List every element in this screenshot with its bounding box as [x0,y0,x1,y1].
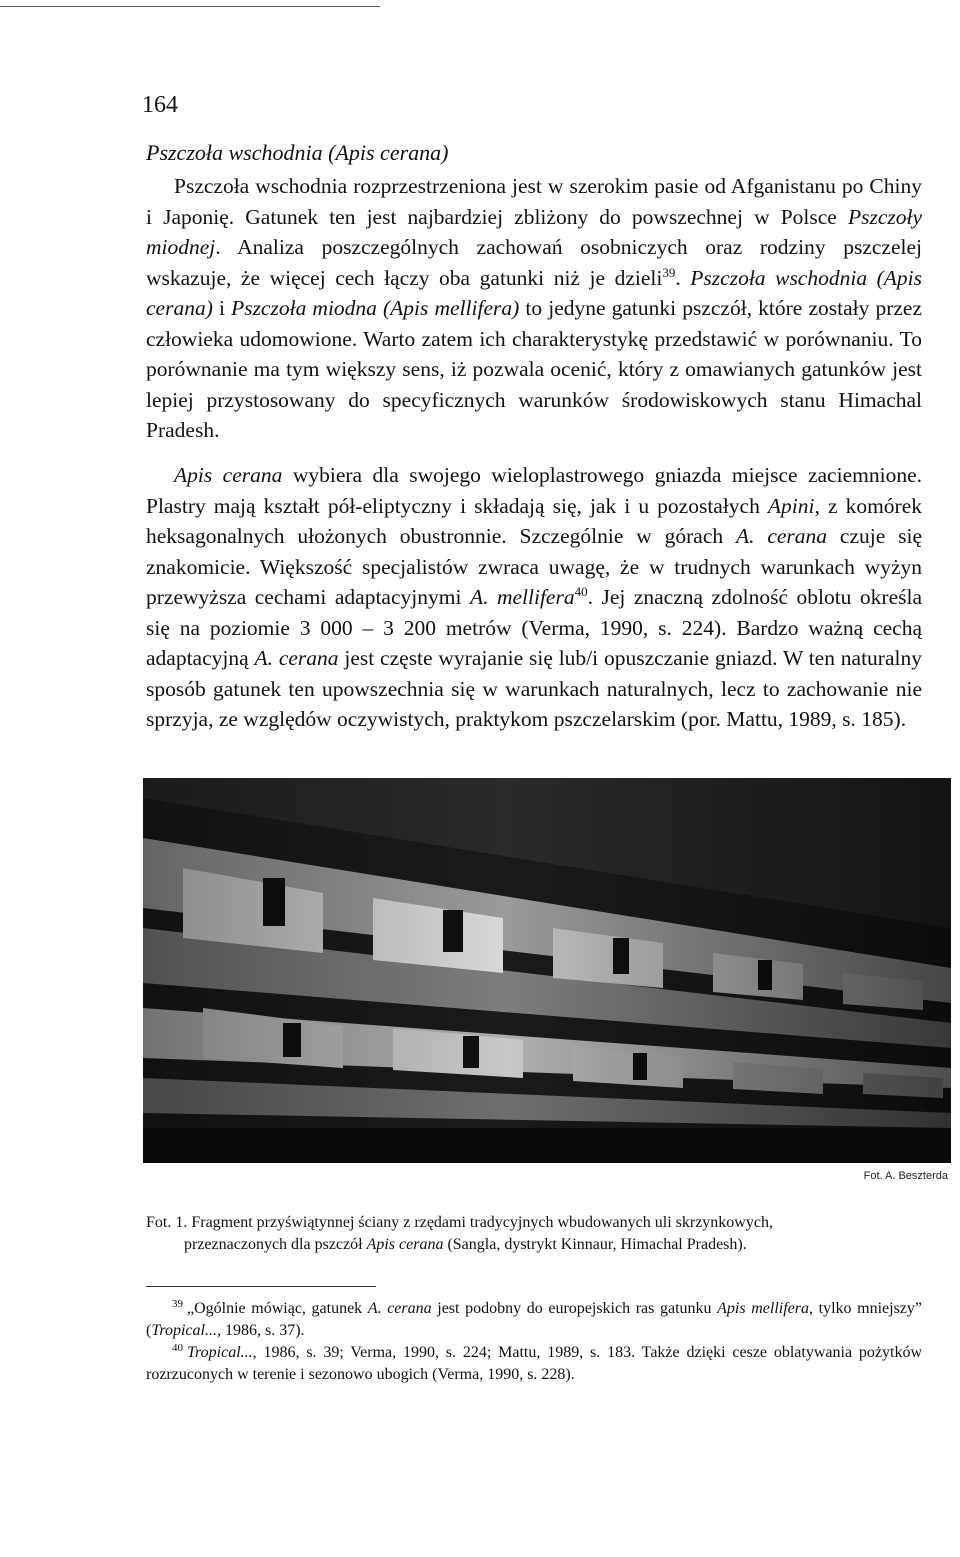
p1-text-3: . [675,265,691,290]
p1-text-4: i [212,296,232,320]
figure-caption [146,1212,926,1256]
section-title: Pszczoła wschodnia (Apis cerana) [146,140,449,165]
p2-text-2: , z komórek heksagonalnych ułożonych obustronnie. Szczególnie w górach [146,493,922,548]
fn39-italic-3: Tropical... [151,1322,217,1339]
paragraph-2 [146,460,922,735]
fn40-text-1: , 1986, s. 39; Verma, 1990, s. 224; Mattu, 1989, s. 183. Także dzięki cesze oblatywania pożytków rozrzuconych w terenie i sezonowo ubogich (Verma, 1990, s. 228). [146,1344,922,1383]
p1-italic-2: Pszczoła wschodnia (Apis cerana) [146,265,923,320]
fn39-text-3: , tylko mniejszy” ( [146,1300,922,1339]
fn40-italic-1: Tropical... [187,1344,253,1361]
footnote-39 [146,1298,922,1342]
footnote-ref-39[interactable]: 39 [662,264,676,280]
fn39-italic-1: A. cerana [367,1300,432,1317]
footnotes [146,1298,922,1386]
p2-text-1: wybiera dla swojego wieloplastrowego gniazda miejsce zaciemnione. Plastry mają kształt pół-eliptyczny i składają się, jak i u pozostałych [146,463,922,518]
p1-text-1: Pszczoła wschodnia rozprzestrzeniona jest w szerokim pasie od Afganistanu po Chiny i Japonię. Gatunek ten jest najbardziej zbliżony do powszechnej w Polsce [146,174,922,229]
p2-text-5: jest częste wyrajanie się lub/i opuszczanie gniazd. W ten naturalny sposób gatunek ten upowszechnia się w warunkach naturalnych, lecz to zachowanie nie sprzyja, ze względów oczywistych, praktykom pszczelarskim (por. Mattu, 1989, s. 185). [146,646,922,731]
caption-italic-1: Apis cerana [366,1236,444,1253]
footnote-number: 40 [172,1341,183,1354]
p2-text-4: . Jej znaczną zdolność oblotu określa się na poziomie 3 000 – 3 200 metrów (Verma, 1990, s. 224). Bardzo ważną cechą adaptacyjną [146,585,923,670]
photo-temple-wall-hives [143,778,951,1163]
photo-image [143,778,951,1163]
footnote-number: 39 [172,1297,183,1310]
footnote-divider [146,1286,376,1287]
p1-italic-1: Pszczoły miodnej [146,204,922,259]
p2-italic-3: A. cerana [735,524,828,548]
fn39-text-1: „Ogólnie mówiąc, gatunek [187,1300,368,1317]
p1-text-5: to jedyne gatunki pszczół, które zostały przez człowieka udomowione. Warto zatem ich charakterystykę przedstawić w porównaniu. To porównanie ma tym większy sens, iż pozwala ocenić, który z omawianych gatunków jest lepiej przystosowany do specyficznych warunków środowiskowych stanu Himachal Pradesh. [146,296,922,442]
p1-italic-3: Pszczoła miodna (Apis mellifera) [231,296,520,320]
photo-credit: Fot. A. Beszterda [863,1170,948,1182]
paragraph-1 [146,171,922,446]
p2-italic-5: A. cerana [254,646,339,670]
caption-line-2 [146,1234,926,1256]
p2-italic-1: Apis cerana [174,463,283,487]
caption-text-1: Fot. 1. Fragment przyświątynnej ściany z rzędami tradycyjnych wbudowanych uli skrzynkowych, [146,1214,773,1231]
page-number: 164 [142,92,178,118]
footnote-ref-40[interactable]: 40 [574,583,588,599]
fn39-italic-2: Apis mellifera [717,1300,809,1317]
caption-text-2: przeznaczonych dla pszczół [184,1236,367,1253]
p2-italic-4: A. mellifera [469,585,575,609]
fn39-text-4: , 1986, s. 37). [216,1322,305,1339]
p2-italic-2: Apini [767,493,815,518]
caption-text-3: (Sangla, dystrykt Kinnaur, Himachal Pradesh). [443,1236,747,1253]
fn39-text-2: jest podobny do europejskich ras gatunku [431,1300,718,1317]
footnote-40 [146,1342,922,1386]
top-rule [0,6,380,7]
p2-text-3: czuje się znakomicie. Większość specjalistów zwraca uwagę, że w trudnych warunkach wyżyn przewyższa cechami adaptacyjnymi [146,524,922,609]
p1-text-2: . Analiza poszczególnych zachowań osobniczych oraz rodziny pszczelej wskazuje, że więcej cech łączy oba gatunki niż je dzieli [146,235,922,290]
